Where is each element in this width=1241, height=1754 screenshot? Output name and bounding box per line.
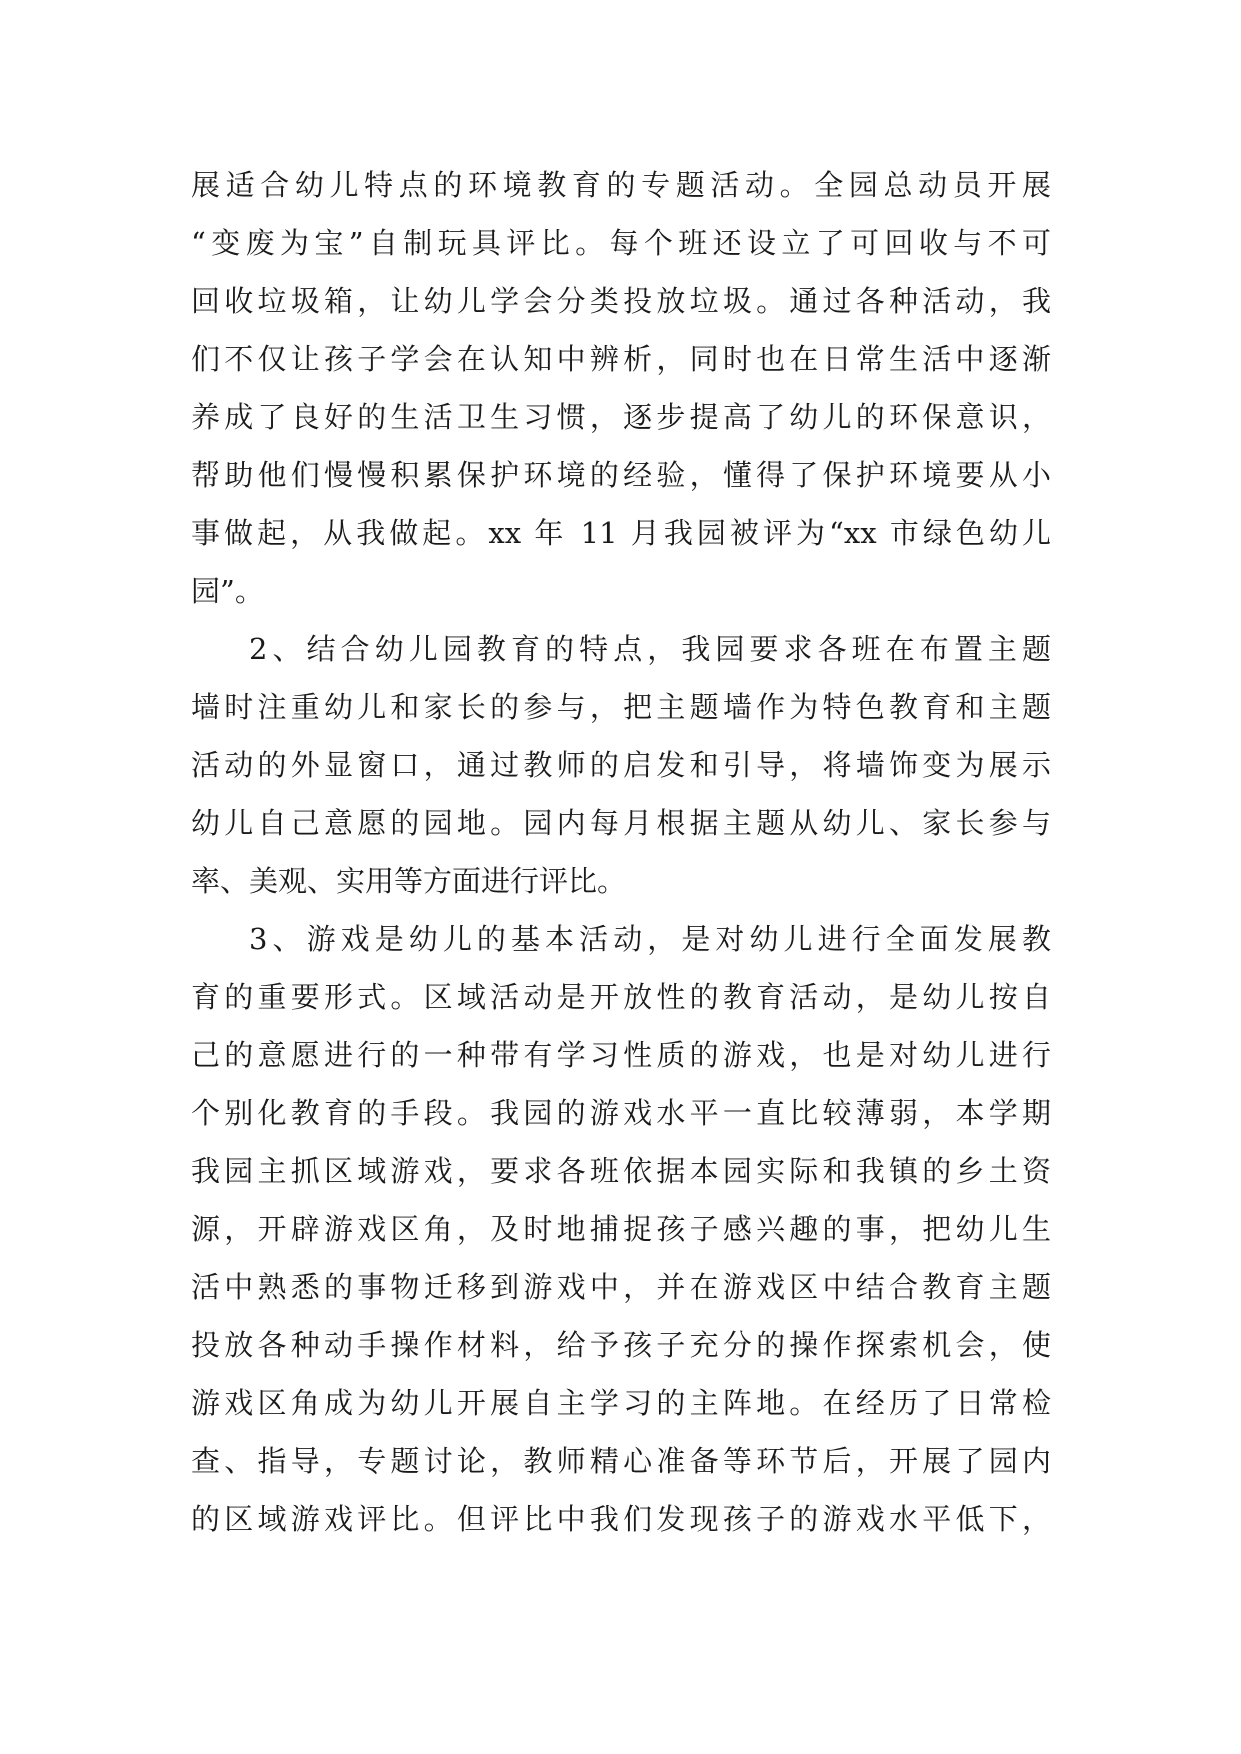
text-line: 的区域游戏评比。但评比中我们发现孩子的游戏水平低下， bbox=[191, 1502, 1051, 1536]
text-line: “变废为宝”自制玩具评比。每个班还设立了可回收与不可 bbox=[191, 226, 1051, 260]
text-line: 3、游戏是幼儿的基本活动，是对幼儿进行全面发展教 bbox=[249, 922, 1051, 956]
text-line: 活动的外显窗口，通过教师的启发和引导，将墙饰变为展示 bbox=[191, 748, 1051, 782]
text-line: 帮助他们慢慢积累保护环境的经验，懂得了保护环境要从小 bbox=[191, 458, 1051, 492]
text-line: 己的意愿进行的一种带有学习性质的游戏，也是对幼儿进行 bbox=[191, 1038, 1051, 1072]
text-line: 园”。 bbox=[191, 574, 264, 608]
text-line: 育的重要形式。区域活动是开放性的教育活动，是幼儿按自 bbox=[191, 980, 1051, 1014]
text-line: 个别化教育的手段。我园的游戏水平一直比较薄弱，本学期 bbox=[191, 1096, 1051, 1130]
text-line: 投放各种动手操作材料，给予孩子充分的操作探索机会，使 bbox=[191, 1328, 1051, 1362]
text-line: 源，开辟游戏区角，及时地捕捉孩子感兴趣的事，把幼儿生 bbox=[191, 1212, 1051, 1246]
text-line: 活中熟悉的事物迁移到游戏中，并在游戏区中结合教育主题 bbox=[191, 1270, 1051, 1304]
text-line: 们不仅让孩子学会在认知中辨析，同时也在日常生活中逐渐 bbox=[191, 342, 1051, 376]
text-line: 养成了良好的生活卫生习惯，逐步提高了幼儿的环保意识， bbox=[191, 400, 1051, 434]
text-line: 我园主抓区域游戏，要求各班依据本园实际和我镇的乡土资 bbox=[191, 1154, 1051, 1188]
text-line: 游戏区角成为幼儿开展自主学习的主阵地。在经历了日常检 bbox=[191, 1386, 1051, 1420]
text-line: 事做起，从我做起。xx 年 11 月我园被评为“xx 市绿色幼儿 bbox=[191, 516, 1051, 550]
text-line: 墙时注重幼儿和家长的参与，把主题墙作为特色教育和主题 bbox=[191, 690, 1051, 724]
document-body bbox=[191, 156, 1051, 1548]
text-line: 率、美观、实用等方面进行评比。 bbox=[191, 864, 627, 898]
text-line: 查、指导，专题讨论，教师精心准备等环节后，开展了园内 bbox=[191, 1444, 1051, 1478]
text-line: 展适合幼儿特点的环境教育的专题活动。全园总动员开展 bbox=[191, 168, 1051, 202]
text-line: 2、结合幼儿园教育的特点，我园要求各班在布置主题 bbox=[249, 632, 1051, 666]
text-line: 幼儿自己意愿的园地。园内每月根据主题从幼儿、家长参与 bbox=[191, 806, 1051, 840]
text-line: 回收垃圾箱，让幼儿学会分类投放垃圾。通过各种活动，我 bbox=[191, 284, 1051, 318]
